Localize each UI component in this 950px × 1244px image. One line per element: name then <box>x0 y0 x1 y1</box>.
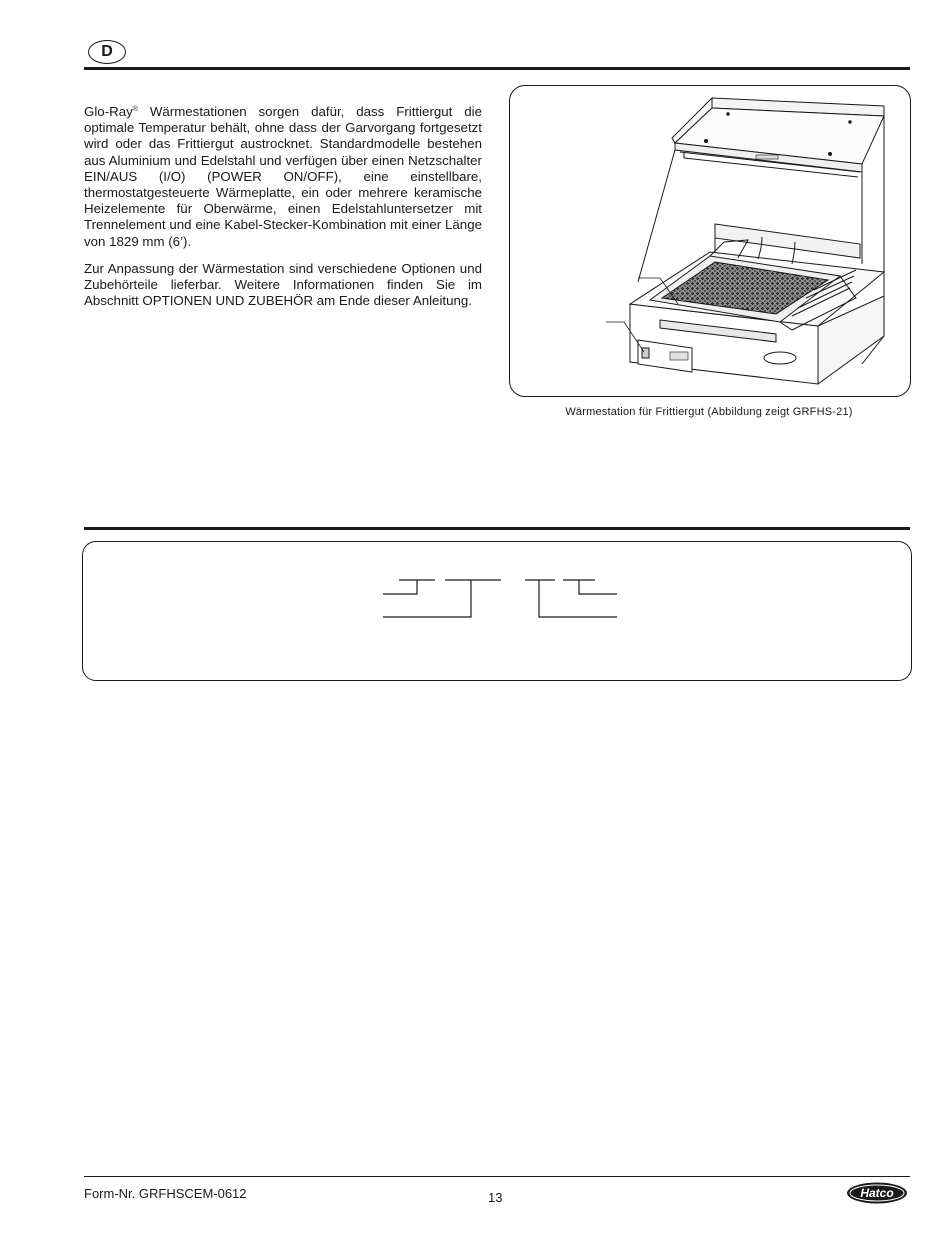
model-designation-box <box>82 541 912 681</box>
section-rule <box>84 527 910 530</box>
intro-text <box>84 104 482 320</box>
intro-paragraph-2: Zur Anpassung der Wärmestation sind verschiedene Optionen und Zubehörteile lieferbar. Weitere Informationen finden Sie im Abschnitt OPTIONEN UND ZUBEHÖR am Ende dieser Anleitung. <box>84 260 482 309</box>
warming-station-illustration <box>510 86 910 396</box>
product-illustration-frame <box>509 85 911 397</box>
brand-name: Glo-Ray <box>84 104 133 119</box>
registered-mark: ® <box>132 106 138 113</box>
page-number: 13 <box>488 1190 503 1205</box>
intro-paragraph-1-text: Wärmestationen sorgen dafür, dass Frittiergut die optimale Temperatur behält, ohne dass der Garvorgang fortgesetzt wird oder das Frittiergut austrocknet. Standardmodelle bestehen aus Aluminium und Edelstahl und verfügen über einen Netzschalter EIN/AUS (I/O) (POWER ON/OFF), eine einstellbare, thermostatgesteuerte Wärmeplatte, ein oder mehrere keramische Heizelemente für Oberwärme, einen Edelstahluntersetzer mit Trennelement und eine Kabel-Stecker-Kombination mit einer Länge von 1829 mm (6’). <box>84 104 482 249</box>
logo-text: Hatco <box>860 1186 894 1200</box>
model-designation-diagram <box>83 542 911 680</box>
footer-rule <box>84 1176 910 1177</box>
intro-paragraph-1 <box>84 104 482 250</box>
form-number: Form-Nr. GRFHSCEM-0612 <box>84 1186 247 1201</box>
hatco-logo <box>846 1181 908 1205</box>
language-badge: D <box>88 40 126 64</box>
header-rule <box>84 67 910 70</box>
figure-caption: Wärmestation für Frittiergut (Abbildung zeigt GRFHS-21) <box>565 406 853 418</box>
